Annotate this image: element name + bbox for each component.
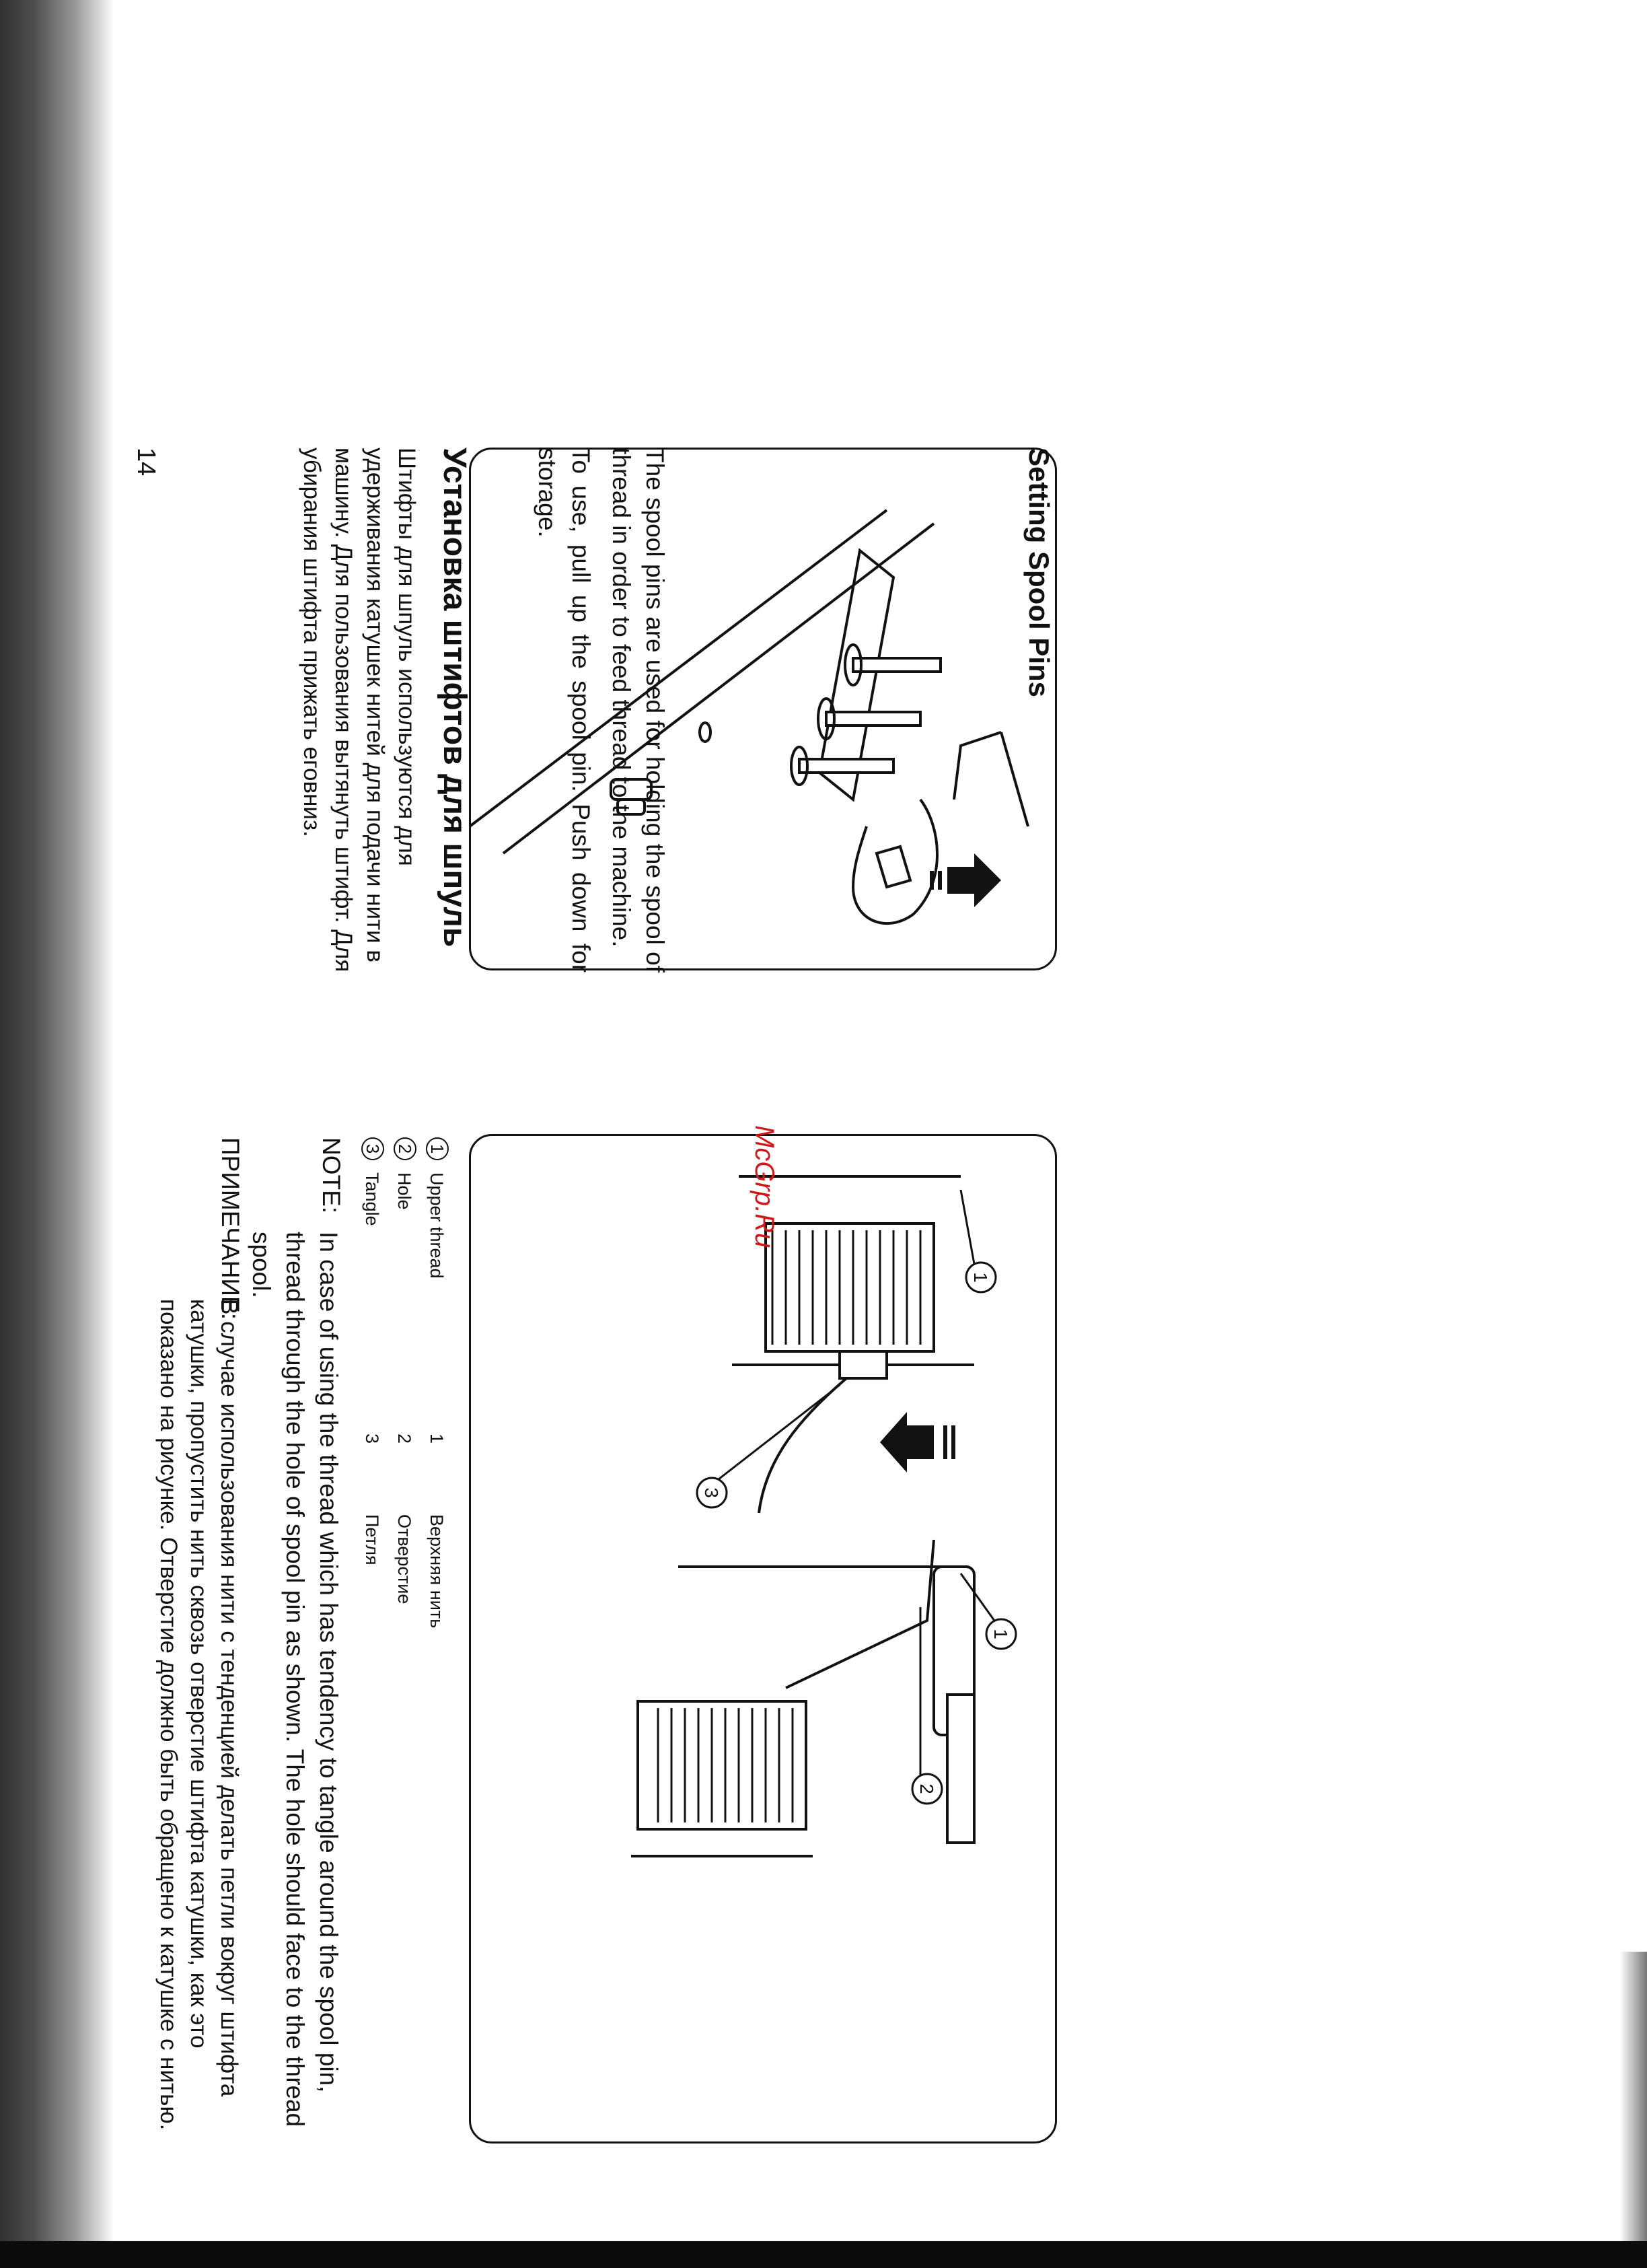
legend-row bbox=[356, 1137, 388, 1676]
callout-3: 3 bbox=[701, 1487, 722, 1498]
legend-num: 1 bbox=[426, 1137, 449, 1160]
legend-en: Tangle bbox=[362, 1172, 382, 1226]
legend bbox=[356, 1137, 453, 1676]
legend-en: Hole bbox=[394, 1172, 414, 1210]
note-label: NOTE: bbox=[318, 1137, 345, 1214]
spool-pins-text-en-1: The spool pins are used for holding the spool of thread in order to feed thread to the machine. bbox=[608, 448, 669, 972]
primechanie-text: В случае использования нити с тенденцией делать петли вокруг штифта катушки, пропустить нить сквозь отверстие штифта катушки, как это показано на рисунке. Отверстие должно быть обращено к катушке с нитью. bbox=[155, 1299, 242, 2131]
heading-ustanovka-shtiftov: Установка штифтов для шпуль bbox=[437, 448, 472, 948]
legend-ru: Петля bbox=[362, 1514, 382, 1565]
callout-2: 2 bbox=[916, 1783, 937, 1794]
legend-row bbox=[420, 1137, 453, 1676]
note-text: In case of using the thread which has tendency to tangle around the spool pin, thread through the hole of spool pin as shown. The hole should face to the thread spool. bbox=[248, 1232, 342, 2127]
legend-num: 3 bbox=[361, 1137, 384, 1160]
watermark: McGrp.Ru bbox=[749, 1125, 779, 1248]
legend-ru: Верхняя нить bbox=[427, 1514, 447, 1629]
legend-en: Upper thread bbox=[427, 1172, 447, 1279]
thread-hole-illustration bbox=[467, 1136, 1055, 2146]
callout-1a: 1 bbox=[970, 1272, 991, 1283]
scan-shadow-bottom bbox=[0, 2241, 1647, 2268]
callout-1b: 1 bbox=[990, 1629, 1011, 1639]
legend-digit: 2 bbox=[394, 1433, 414, 1444]
legend-num: 2 bbox=[394, 1137, 416, 1160]
spool-pins-text-ru: Штифты для шпуль используются для удерживания катушек нитей для подачи нити в машину. Для пользования вытянуть штифт. Для убирания штифта прижать еговниз. bbox=[299, 448, 420, 972]
spool-pins-text-en-2: To use, pull up the spool pin. Push down for storage. bbox=[534, 448, 595, 972]
thread-hole-figure bbox=[469, 1134, 1057, 2143]
legend-row bbox=[388, 1137, 420, 1676]
page-number: 14 bbox=[132, 448, 160, 476]
primechanie-label: ПРИМЕЧАНИЕ: bbox=[217, 1137, 244, 1320]
legend-digit: 1 bbox=[427, 1433, 447, 1444]
heading-setting-spool-pins: Setting Spool Pins bbox=[1023, 448, 1055, 698]
legend-digit: 3 bbox=[362, 1433, 382, 1444]
legend-ru: Отверстие bbox=[394, 1514, 414, 1604]
